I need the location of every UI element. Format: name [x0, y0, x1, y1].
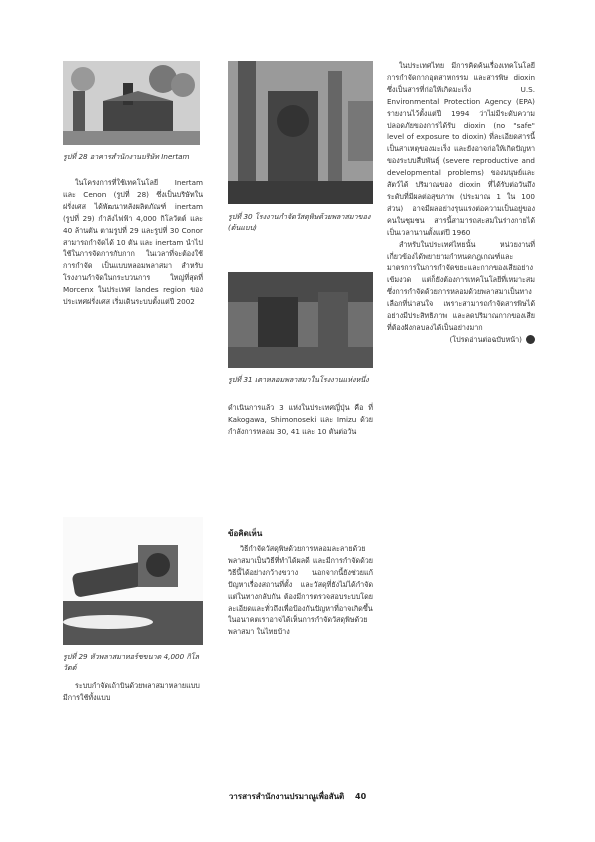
furnace-photo — [228, 272, 373, 368]
column-3-text — [387, 60, 535, 346]
figure-31-caption: รูปที่ 31 เตาหลอมพลาสมาในโรงงานแห่งหนึ่ง — [228, 375, 369, 384]
continue-arrow-icon — [526, 335, 535, 344]
column-3-paragraph-2: สำหรับในประเทศไทยนั้น หน่วยงานที่เกี่ยวข้องได้พยายามกำหนดกฎเกณฑ์และมาตรการในการกำจัดขยะและกากของเสียอย่างเข้มงวด แต่ก็ยังต้องการเทคโนโลยีที่เหมาะสม ซึ่งการกำจัดด้วยการหลอมด้วยพลาสมาเป็นทางเลือกที่น่าสนใจ เพราะสามารถกำจัดสารพิษได้อย่างมีประสิทธิภาพ และลดปริมาณกากของเสียที่ต้องฝังกลบลงได้เป็นอย่างมาก — [387, 239, 535, 332]
building-photo — [63, 61, 200, 145]
figure-30-caption: รูปที่ 30 โรงงานกำจัดวัสดุพิษด้วยพลาสมาของ (ต้นแบบ) — [228, 212, 371, 232]
continued-label: (โปรดอ่านต่อฉบับหน้า) — [449, 334, 522, 344]
magazine-name: วารสารสำนักงานปรมาณูเพื่อสันติ — [228, 792, 345, 801]
column-2-paragraph-1: ดำเนินการแล้ว 3 แห่งในประเทศญี่ปุ่น คือ ที่ Kakogawa, Shimonoseki และ Imizu ด้วยกำลังการหลอม 30, 41 และ 10 ตันต่อวัน — [228, 403, 373, 436]
column-1-paragraph-1: ในโครงการที่ใช้เทคโนโลยี Inertam และ Cenon (รูปที่ 28) ซึ่งเป็นบริษัทในฝรั่งเศส ได้พัฒนาหลังผลิตภัณฑ์ inertam (รูปที่ 29) กำลังไฟฟ้า 4,000 กิโลวัตต์ และ 40 ล้านตัน ตามรูปที่ 29 และรูปที่ 30 Conor สามารถกำจัดได้ 10 ตัน และ inertam นำไปใช้ในการจัดการกับกาก ในเวลาที่จะต้องใช้การกำจัด เป็นแบบหลอมพลาสมา สำหรับโรงงานกำจัดในกระบวนการ ใหญ่ที่สุดที่ Morcenx ในประเทศ landes region ของประเทศฝรั่งเศส เริ่มเดินระบบตั้งแต่ปี 2002 — [63, 178, 203, 307]
figure-29-caption: รูปที่ 29 หัวพลาสมาทอร์ชขนาด 4,000 กิโลวัตต์ — [63, 652, 200, 672]
torch-photo — [63, 517, 203, 645]
column-3-paragraph-1: ในประเทศไทย มีการคิดค้นเรื่องเทคโนโลยีการกำจัดกากอุตสาหกรรม และสารพิษ dioxin ซึ่งเป็นสารที่ก่อให้เกิดมะเร็ง U.S. Environmental Protection Agency (EPA) รายงานไว้ตั้งแต่ปี 1994 ว่าไม่มีระดับความปลอดภัยของการได้รับ dioxin (no "safe" level of exposure to dioxin) ที่ละเอียดสารนี้เป็นสาเหตุของมะเร็ง และยังอาจก่อให้เกิดปัญหาของระบบสืบพันธุ์ (severe reproductive and developmental problems) ของมนุษย์และสัตว์ได้ ปริมาณของ dioxin ที่ได้รับต่อวันถึงระดับที่มีผลต่อสุขภาพ (ประมาณ 1 ใน 100 ส่วน) อาจมีผลอย่างรุนแรงต่อความเป็นอยู่ของคนในชุมชน สารนี้สามารถสะสมในร่างกายได้เป็นเวลานานตั้งแต่ปี 1960 — [387, 61, 535, 237]
section-heading: ข้อคิดเห็น — [228, 529, 263, 538]
plant-photo — [228, 61, 373, 204]
column-1-paragraph-2: ระบบกำจัดเถ้าบินด้วยพลาสมาหลายแบบ มีการใช้ทั้งแบบ — [63, 681, 200, 702]
page-number: 40 — [355, 792, 367, 801]
column-1-text — [63, 177, 203, 308]
continued-note — [387, 334, 535, 346]
column-2-text-2 — [228, 543, 373, 638]
column-2-paragraph-2: วิธีกำจัดวัสดุพิษด้วยการหลอมละลายด้วยพลาสมาเป็นวิธีที่ทำได้ผลดี และมีการกำจัดด้วยวิธีนี้ได้อย่างกว้างขวาง นอกจากนี้ยังช่วยแก้ปัญหาเรื่องสถานที่ตั้ง และวัสดุที่ยังไม่ได้กำจัด แต่ในทางกลับกัน ต้องมีการตรวจสอบระบบโดยละเอียดและทั่วถึงเพื่อป้องกันปัญหาที่อาจเกิดขึ้น ในอนาคตเราอาจได้เห็นการกำจัดวัสดุพิษด้วยพลาสมา ในไทยบ้าง — [228, 544, 373, 637]
page-footer — [0, 790, 595, 803]
column-2-text — [228, 402, 373, 438]
column-1-text-end — [63, 680, 203, 704]
figure-28-caption: รูปที่ 28 อาคารสำนักงานบริษัท Inertam — [63, 152, 190, 161]
